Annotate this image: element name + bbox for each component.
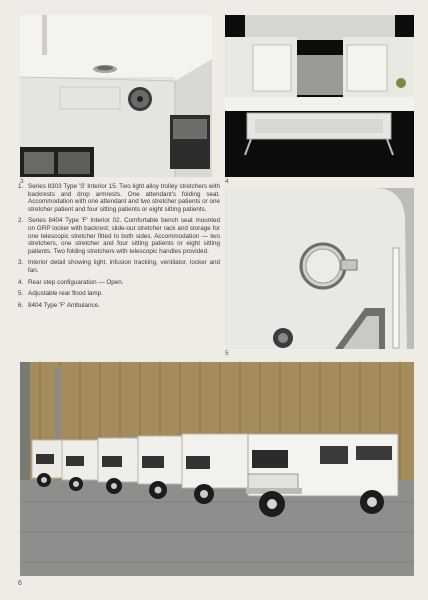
caption-number: 6. [18,301,24,309]
caption-text: Interior detail showing light, infusion tracking, ventilator, locker and fan. [28,259,220,274]
caption-text: 8404 Type 'F' Ambulance. [28,301,100,309]
page-number: 6 [18,580,22,587]
caption-item [18,217,220,255]
caption-number: 4. [18,278,24,286]
caption-list [18,183,220,313]
caption-item [18,290,220,298]
photo-rear-step [225,15,414,177]
caption-item [18,302,220,310]
caption-text: Rear step configuaration — Open. [28,278,124,286]
figure-number-3: 3 [20,178,24,185]
flood-lamp-image [225,188,414,349]
caption-number: 1. [18,183,24,190]
caption-item [18,183,220,213]
caption-text: Adjustable rear flood lamp. [28,290,103,298]
figure-number-5: 5 [225,350,229,357]
ambulance-fleet-image [20,362,414,576]
photo-flood-lamp [225,188,414,349]
figure-number-4: 4 [225,178,229,185]
interior-ceiling-image [20,15,212,177]
caption-text: Series 8404 Type 'F' Interior 02. Comfortable bench seat mounted on GRP locker with backrest; slide-out stretcher rack and storage for one telescopic stretcher fitted to both sides. Accommodation — two stretchers, one stretcher and four sitting patients or eight sitting patients. Two folding stretchers with telescopic handles provided. [28,217,220,255]
caption-number: 2. [18,217,24,225]
caption-item [18,259,220,274]
photo-interior-ceiling [20,15,212,177]
caption-text: Series 8303 Type 'S' Interior 15. Two light alloy trolley stretchers with backrests and drop armrests. One attendant's folding seat. Accommodation with one attendant and two stretcher patients or one stretcher patient and four sitting patients or eight sitting patients. [28,183,220,213]
caption-number: 3. [18,259,24,267]
caption-number: 5. [18,290,24,298]
rear-step-image [225,15,414,177]
photo-ambulance-fleet [20,362,414,576]
caption-item [18,279,220,287]
